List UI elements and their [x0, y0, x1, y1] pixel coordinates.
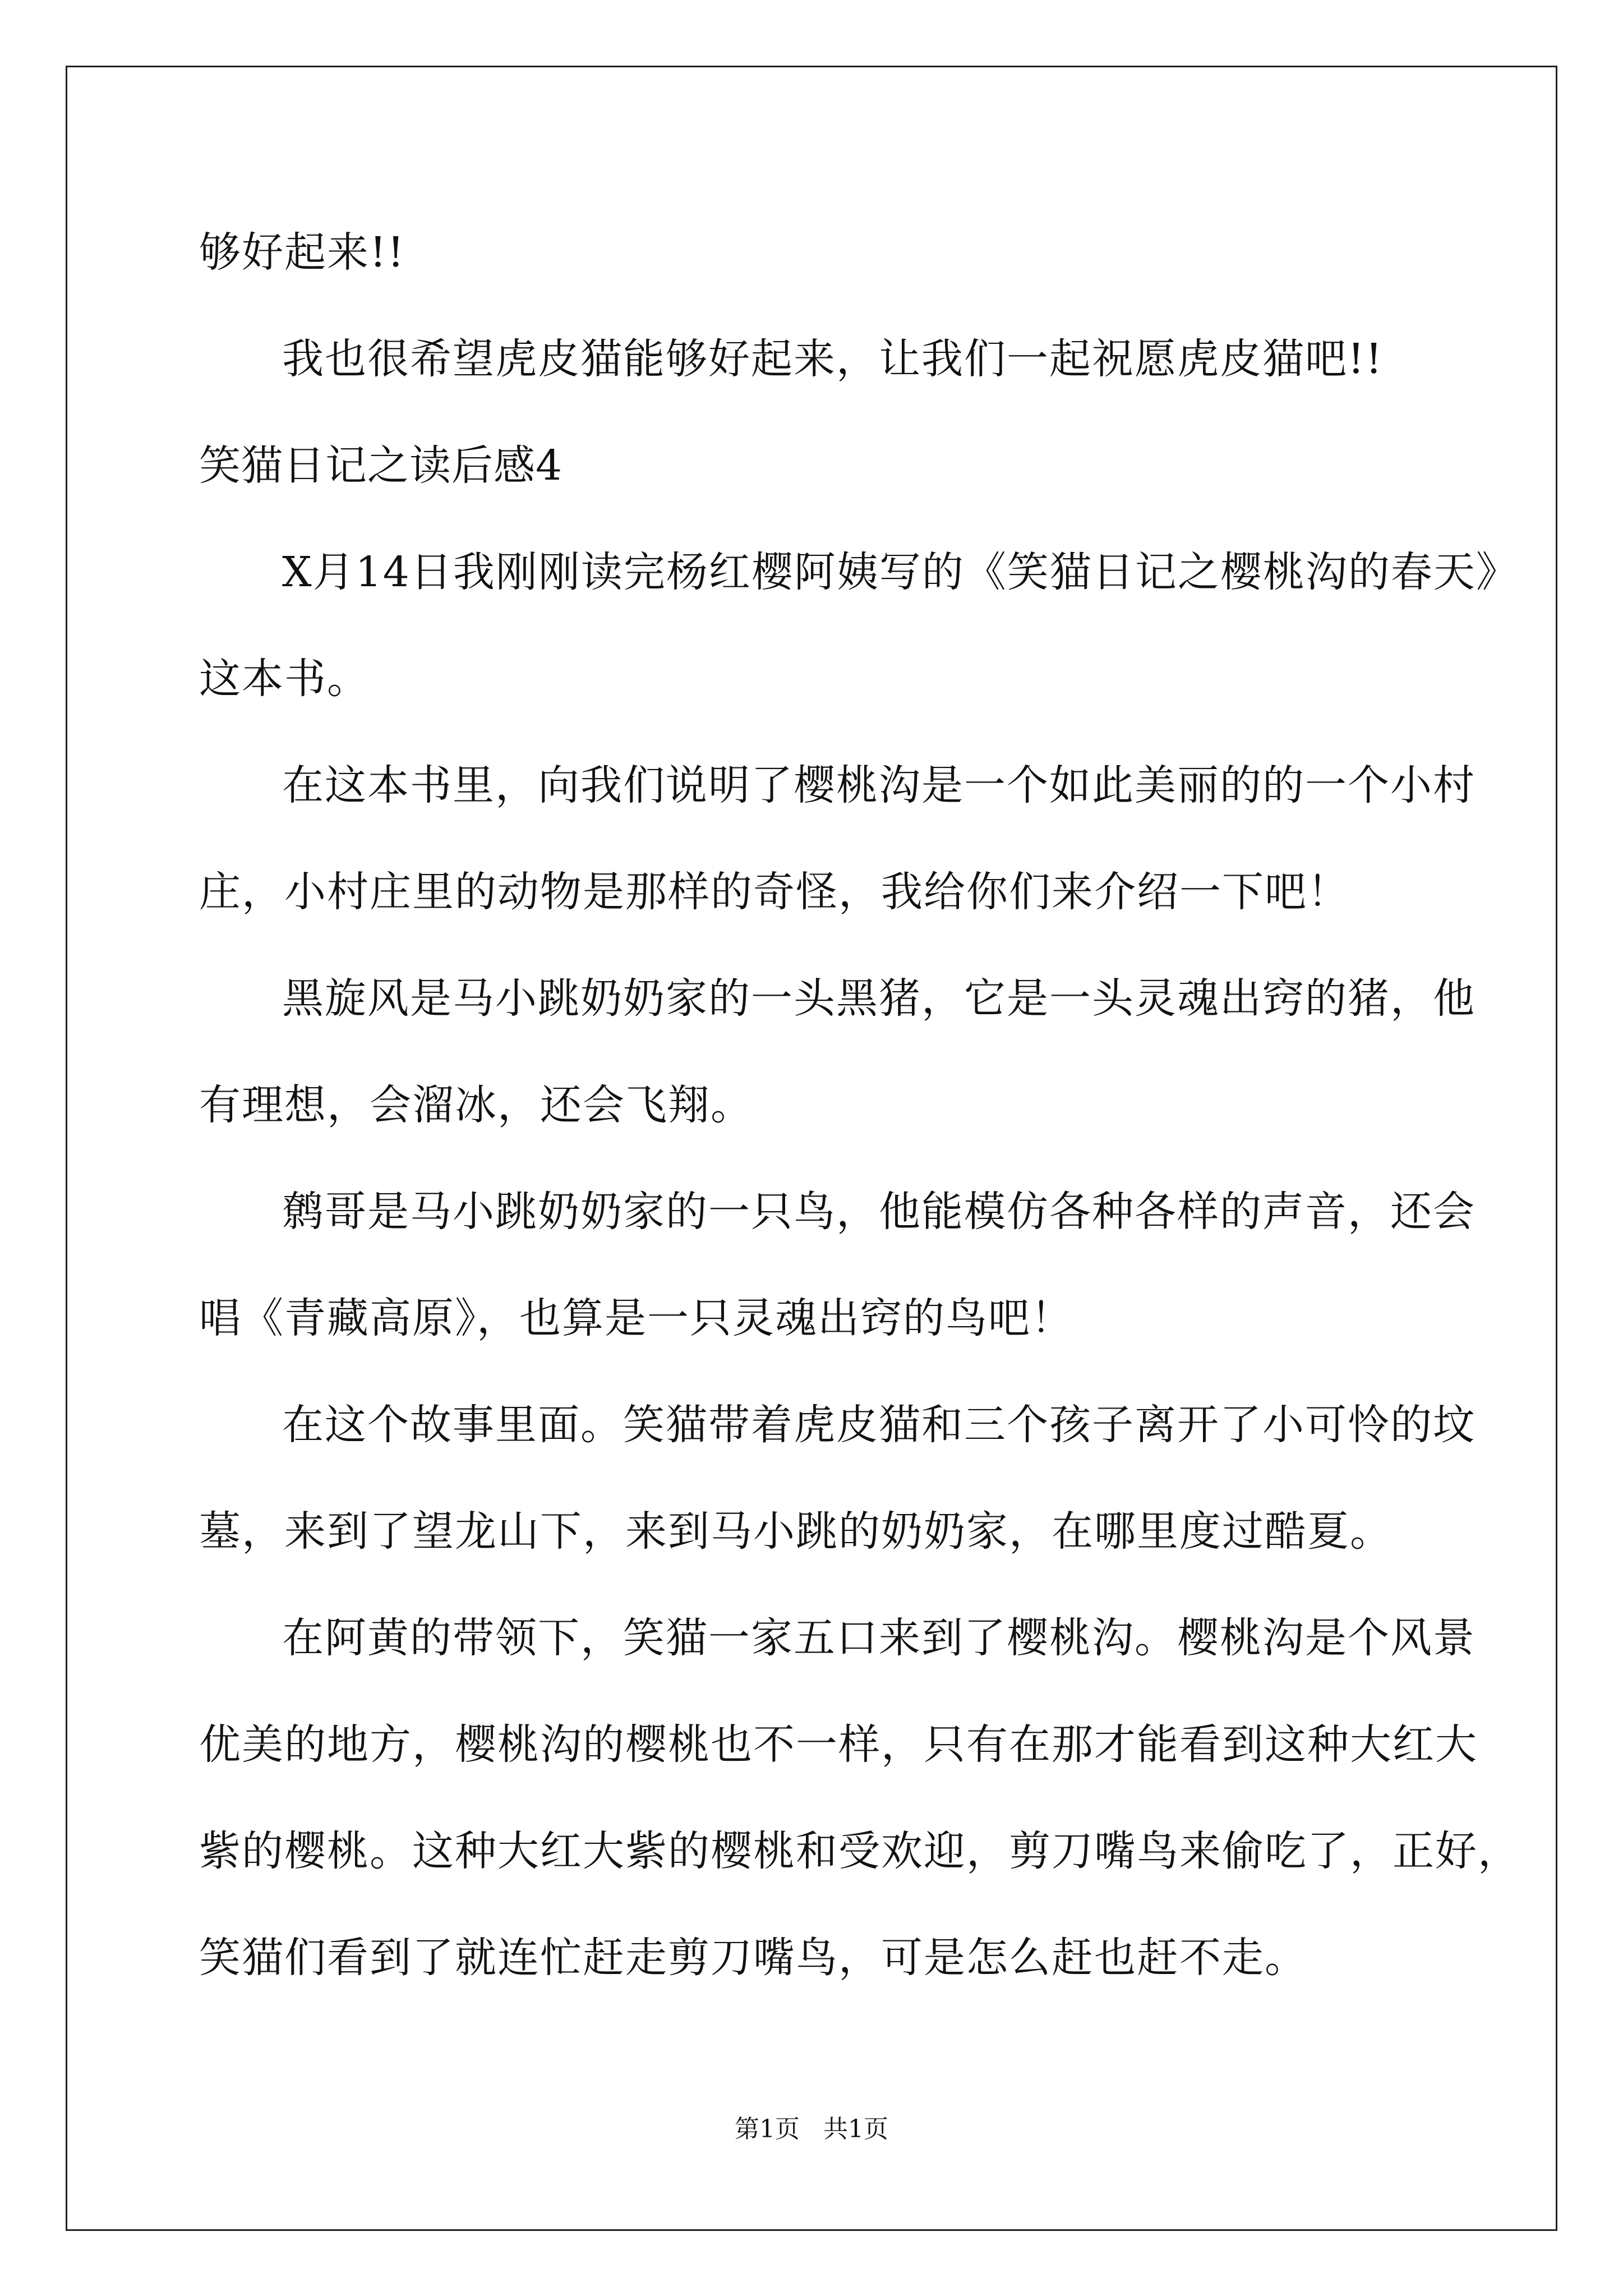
paragraph-line: 够好起来!! [199, 228, 405, 277]
paragraph-line: 在这本书里，向我们说明了樱桃沟是一个如此美丽的的一个小村 [282, 761, 1476, 809]
paragraph-line: 黑旋风是马小跳奶奶家的一头黑猪，它是一头灵魂出窍的猪，他 [282, 974, 1476, 1023]
page-footer: 第1页 共1页 [735, 2115, 888, 2143]
paragraph-line: 在阿黄的带领下，笑猫一家五口来到了樱桃沟。樱桃沟是个风景 [282, 1614, 1476, 1662]
paragraph-line: 鹩哥是马小跳奶奶家的一只鸟，他能模仿各种各样的声音，还会 [282, 1188, 1476, 1236]
paragraph-line: 在这个故事里面。笑猫带着虎皮猫和三个孩子离开了小可怜的坟 [282, 1401, 1476, 1449]
paragraph-line: 笑猫们看到了就连忙赶走剪刀嘴鸟，可是怎么赶也赶不走。 [199, 1934, 1307, 1982]
page-border [66, 66, 1557, 2231]
paragraph-line: 紫的樱桃。这种大红大紫的樱桃和受欢迎，剪刀嘴鸟来偷吃了，正好， [199, 1827, 1520, 1875]
paragraph-line: 庄，小村庄里的动物是那样的奇怪，我给你们来介绍一下吧！ [199, 868, 1350, 916]
paragraph-line: 这本书。 [199, 655, 370, 703]
section-heading: 笑猫日记之读后感4 [199, 441, 563, 490]
paragraph-line: 优美的地方，樱桃沟的樱桃也不一样，只有在那才能看到这种大红大 [199, 1720, 1478, 1769]
paragraph-line: 唱《青藏高原》，也算是一只灵魂出窍的鸟吧！ [199, 1294, 1073, 1342]
paragraph-line: 有理想，会溜冰，还会飞翔。 [199, 1081, 753, 1129]
paragraph-line: 我也很希望虎皮猫能够好起来，让我们一起祝愿虎皮猫吧!! [282, 335, 1384, 383]
paragraph-line: X月14日我刚刚读完杨红樱阿姨写的《笑猫日记之樱桃沟的春天》 [282, 548, 1519, 596]
paragraph-line: 墓，来到了望龙山下，来到马小跳的奶奶家，在哪里度过酷夏。 [199, 1507, 1393, 1556]
